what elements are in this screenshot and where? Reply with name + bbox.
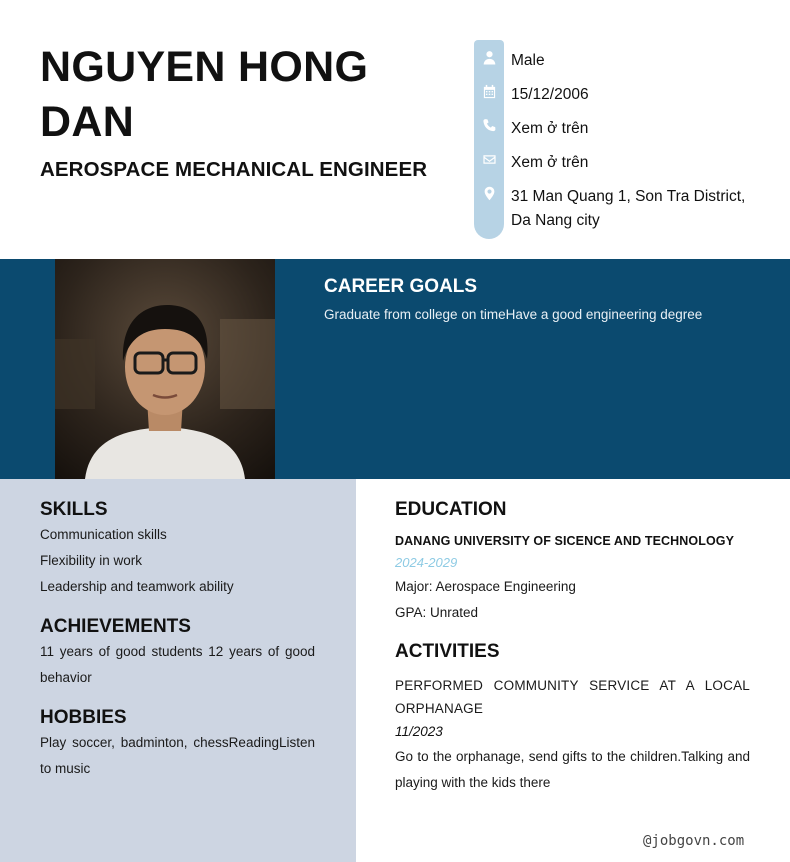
right-column (395, 499, 750, 796)
candidate-name: NGUYEN HONG DAN (40, 43, 369, 146)
skill-item: Communication skills (40, 527, 167, 542)
activity-description: Go to the orphanage, send gifts to the children.Talking and playing with the kids there (395, 749, 750, 790)
candidate-role: AEROSPACE MECHANICAL ENGINEER (40, 158, 428, 181)
email-value: Xem ở trên (511, 154, 589, 171)
achievements-text: 11 years of good students 12 years of good behavior (40, 644, 315, 685)
skills-title: SKILLS (40, 499, 108, 520)
profile-photo (55, 259, 275, 479)
gender-value: Male (511, 52, 545, 69)
hobbies-title: HOBBIES (40, 707, 127, 728)
contact-address (474, 181, 774, 229)
person-icon (474, 45, 504, 69)
education-section (395, 499, 750, 626)
skill-item: Leadership and teamwork ability (40, 579, 234, 594)
activities-title: ACTIVITIES (395, 641, 500, 662)
education-years: 2024-2029 (395, 555, 458, 570)
achievements-section (40, 616, 315, 691)
activity-name: PERFORMED COMMUNITY SERVICE AT A LOCAL ORPHANAGE (395, 678, 750, 716)
hobbies-section (40, 707, 315, 782)
calendar-icon (474, 79, 504, 103)
achievements-title: ACHIEVEMENTS (40, 616, 191, 637)
address-value: 31 Man Quang 1, Son Tra District, Da Nang city (511, 188, 746, 229)
activity-date: 11/2023 (395, 724, 443, 739)
education-title: EDUCATION (395, 499, 507, 520)
career-goals-title: CAREER GOALS (324, 276, 478, 297)
location-icon (474, 181, 504, 205)
contact-gender (474, 45, 774, 69)
skills-section (40, 499, 315, 600)
education-major: Major: Aerospace Engineering (395, 579, 576, 594)
left-column (0, 479, 356, 862)
skill-item: Flexibility in work (40, 553, 143, 568)
career-banner (0, 259, 790, 479)
career-goals-text: Graduate from college on timeHave a good engineering degree (324, 307, 703, 322)
education-school: DANANG UNIVERSITY OF SICENCE AND TECHNOLOGY (395, 534, 735, 548)
phone-value: Xem ở trên (511, 120, 589, 137)
resume-header (0, 0, 790, 259)
watermark-text: @jobgovn.com (643, 833, 745, 849)
mail-icon (474, 147, 504, 171)
hobbies-text: Play soccer, badminton, chessReadingListen to music (40, 735, 315, 776)
education-gpa: GPA: Unrated (395, 605, 479, 620)
contact-email (474, 147, 774, 171)
activities-section (395, 641, 750, 796)
birthday-value: 15/12/2006 (511, 86, 589, 103)
phone-icon (474, 113, 504, 137)
contact-birthday (474, 79, 774, 103)
contact-phone (474, 113, 774, 137)
